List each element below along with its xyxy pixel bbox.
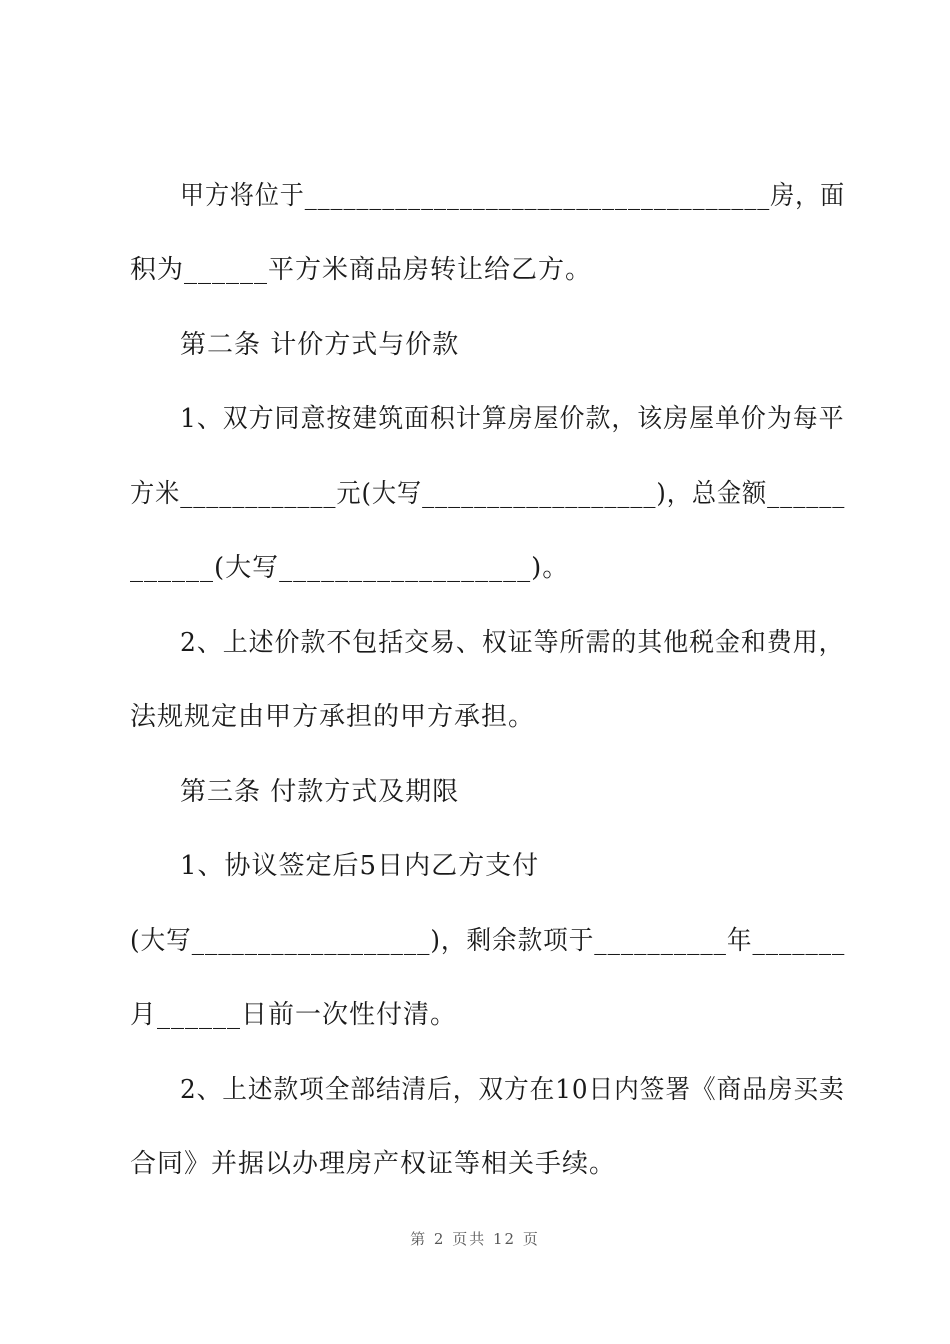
paragraph-line: 2、上述款项全部结清后，双方在10日内签署《商品房买卖 <box>180 1075 845 1105</box>
paragraph-line: (大写__________________)，剩余款项于__________年_______ <box>130 926 846 956</box>
paragraph-line: 甲方将位于____________________________________房，面 <box>180 181 846 211</box>
page-number-footer: 第 2 页共 12 页 <box>410 1230 540 1248</box>
paragraph-line: 合同》并据以办理房产权证等相关手续。 <box>130 1149 617 1179</box>
paragraph-line: 1、双方同意按建筑面积计算房屋价款，该房屋单价为每平 <box>180 404 845 434</box>
paragraph-line: 1、协议签定后5日内乙方支付 <box>180 851 540 881</box>
paragraph-line: 月______日前一次性付清。 <box>130 1000 458 1030</box>
paragraph-line: 积为______平方米商品房转让给乙方。 <box>130 255 593 285</box>
paragraph-line: 2、上述价款不包括交易、权证等所需的其他税金和费用， <box>180 628 845 658</box>
section-heading: 第三条 付款方式及期限 <box>180 777 460 807</box>
paragraph-line: 方米____________元(大写__________________)，总金额______ <box>130 479 846 509</box>
paragraph-line: 法规规定由甲方承担的甲方承担。 <box>130 702 536 732</box>
paragraph-line: ______(大写__________________)。 <box>130 553 570 583</box>
section-heading: 第二条 计价方式与价款 <box>180 330 460 360</box>
